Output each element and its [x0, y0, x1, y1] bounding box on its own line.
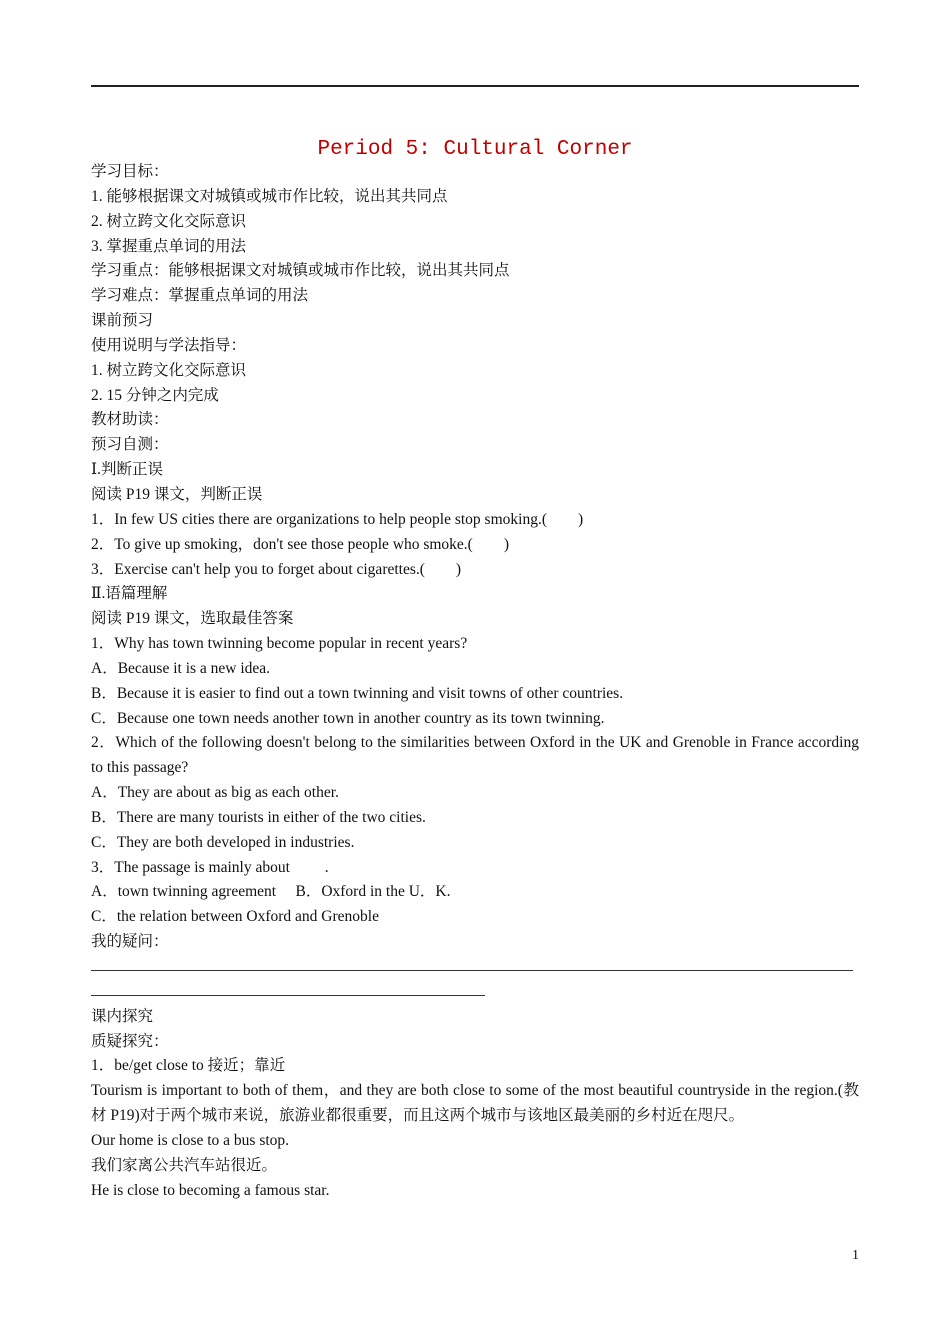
text-line: 2. 树立跨文化交际意识	[91, 212, 247, 230]
text-line: C．They are both developed in industries.	[91, 833, 355, 851]
text-line: 使用说明与学法指导：	[91, 336, 247, 354]
answer-blank-line	[91, 955, 859, 980]
text-line: 学习难点：掌握重点单词的用法	[91, 287, 309, 305]
text-line: 1．Why has town twinning become popular in recent years?	[91, 635, 468, 653]
text-line: 阅读 P19 课文，判断正误	[91, 485, 263, 503]
text-line: He is close to becoming a famous star.	[91, 1181, 330, 1199]
example-sentences	[91, 1129, 859, 1204]
text-line: 我们家离公共汽车站很近。	[91, 1156, 278, 1174]
text-line: 阅读 P19 课文，选取最佳答案	[91, 610, 294, 628]
text-line: B．There are many tourists in either of the two cities.	[91, 808, 426, 826]
text-line: B．Because it is easier to find out a town twinning and visit towns of other countries.	[91, 684, 624, 702]
text-line: 1. 树立跨文化交际意识	[91, 361, 247, 379]
text-line: 预习自测：	[91, 436, 169, 454]
text-line: 质疑探究：	[91, 1032, 169, 1050]
text-line: Our home is close to a bus stop.	[91, 1131, 290, 1149]
text-line: A．They are about as big as each other.	[91, 784, 339, 802]
example-paragraph: Tourism is important to both of them，and they are both close to some of the most beautiful countryside in the region.(教材 P19)对于两个城市来说，旅游业都很重要，而且这两个城市与该地区最美丽的乡村近在咫尺。	[91, 1082, 859, 1125]
text-line: 我的疑问：	[91, 933, 169, 951]
text-line: 学习目标：	[91, 163, 169, 180]
answer-blank-line-short	[91, 980, 859, 1005]
text-line: Ⅱ.语篇理解	[91, 585, 168, 603]
text-line: 课前预习	[91, 312, 154, 330]
in-class-section	[91, 1005, 859, 1080]
text-line: 1．be/get close to 接近；靠近	[91, 1057, 286, 1075]
text-line: C．Because one town needs another town in another country as its town twinning.	[91, 709, 605, 727]
objectives-and-preview	[91, 160, 859, 731]
header-rule	[91, 85, 859, 87]
page-title: Period 5: Cultural Corner	[317, 138, 633, 161]
text-line: 课内探究	[91, 1007, 154, 1025]
text-line: 3．The passage is mainly about .	[91, 858, 329, 876]
text-line: 1. 能够根据课文对城镇或城市作比较，说出其共同点	[91, 187, 448, 205]
document-body	[91, 160, 859, 1203]
text-line: 1．In few US cities there are organizations to help people stop smoking.( )	[91, 510, 584, 528]
question-2: 2．Which of the following doesn't belong to the similarities between Oxford in the UK and Grenoble in France according to this passage?	[91, 734, 859, 777]
text-line: C．the relation between Oxford and Grenoble	[91, 908, 379, 926]
page-number: 1	[852, 1248, 859, 1263]
text-line: A．town twinning agreement B．Oxford in the U．K.	[91, 883, 451, 901]
text-line: 3．Exercise can't help you to forget about cigarettes.( )	[91, 560, 462, 578]
text-line: 2. 15 分钟之内完成	[91, 386, 219, 404]
question-2-3-options	[91, 781, 859, 955]
text-line: 2．To give up smoking，don't see those people who smoke.( )	[91, 535, 510, 553]
text-line: A．Because it is a new idea.	[91, 659, 271, 677]
text-line: Ⅰ.判断正误	[91, 461, 163, 479]
text-line: 学习重点：能够根据课文对城镇或城市作比较，说出其共同点	[91, 262, 510, 280]
text-line: 教材助读：	[91, 411, 169, 429]
text-line: 3. 掌握重点单词的用法	[91, 237, 247, 255]
